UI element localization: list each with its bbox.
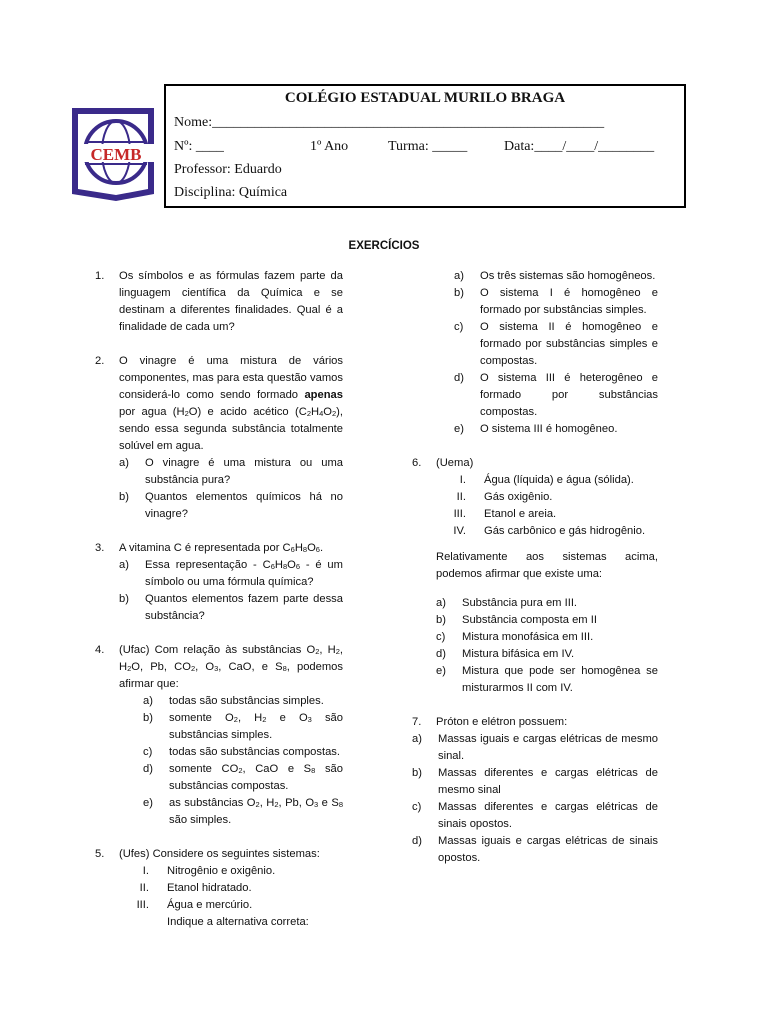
option-c: c) Mistura monofásica em III. <box>436 631 594 643</box>
ano-label: 1º Ano <box>310 139 349 154</box>
disciplina-label: Disciplina: Química <box>174 185 288 200</box>
question-text: Os símbolos e as fórmulas fazem parte da linguagem científica da Química e se destinam a diferentes finalidades. Qual é a finalidade de cada um? <box>119 270 343 333</box>
logo-text: CEMB <box>90 145 142 164</box>
question-text: Próton e elétron possuem: <box>436 716 568 728</box>
school-name: COLÉGIO ESTADUAL MURILO BRAGA <box>284 90 566 106</box>
option-a: a) Massas iguais e cargas elétricas de mesmo sinal. <box>412 733 658 762</box>
option-b: b) O sistema I é homogêneo e formado por substâncias simples. <box>454 287 658 316</box>
nome-field: Nome:________________________________________________________ <box>174 115 605 130</box>
system-item: III. Água e mercúrio. <box>136 899 253 911</box>
option-c: c) O sistema II é homogêneo e formado por substâncias simples e compostas. <box>454 321 658 367</box>
question-number: 4. <box>95 644 105 656</box>
option-d: d) Massas iguais e cargas elétricas de sinais opostos. <box>412 835 658 864</box>
system-item: II. Etanol hidratado. <box>139 882 252 894</box>
question-6 <box>412 455 658 697</box>
question-5-options <box>412 268 658 438</box>
question-7 <box>412 714 658 731</box>
question-number: 6. <box>412 457 422 469</box>
numero-field: Nº: ____ <box>174 139 224 154</box>
option-a: a) Essa representação - $C_6H_8O_6$ - é um símbolo ou uma fórmula química? <box>119 559 343 588</box>
option-e: e) Mistura que pode ser homogênea se misturarmos II com IV. <box>436 665 658 694</box>
question-text: A vitamina C é representada por $C_6H_8O_6$. <box>119 542 324 554</box>
header-box <box>164 84 686 208</box>
option-a: a) todas são substâncias simples. <box>143 695 324 707</box>
option-b: b) Quantos elementos químicos há no vinagre? <box>119 491 343 520</box>
option-b: b) Massas diferentes e cargas elétricas de mesmo sinal <box>412 767 658 796</box>
question-5 <box>95 846 343 931</box>
question-7-options <box>412 731 658 867</box>
question-1 <box>95 268 343 336</box>
instruction-text: Indique a alternativa correta: <box>167 916 309 928</box>
question-number: 3. <box>95 542 105 554</box>
school-logo <box>70 104 162 204</box>
option-d: d) somente $CO_2$, CaO e $S_8$ são substâncias compostas. <box>143 763 343 792</box>
question-2 <box>95 353 343 523</box>
system-item: II. Gás oxigênio. <box>456 491 553 503</box>
system-item: IV. Gás carbônico e gás hidrogênio. <box>453 525 646 537</box>
question-text: O vinagre é uma mistura de vários componentes, mas para esta questão vamos considerá-lo como sendo formado apenas por agua $(H_2O)$ e acido acético $(C_2H_4O_2)$, sendo essa segunda substância totalmente solúvel em agua. <box>119 355 343 452</box>
question-4 <box>95 642 343 829</box>
option-e: e) O sistema III é homogêneo. <box>454 423 618 435</box>
question-number: 5. <box>95 848 105 860</box>
option-c: c) todas são substâncias compostas. <box>143 746 341 758</box>
system-item: I. Nitrogênio e oxigênio. <box>142 865 276 877</box>
question-text: (Uema) <box>436 457 474 469</box>
exercises-title: EXERCÍCIOS <box>348 240 420 252</box>
data-field: Data:____/____/________ <box>504 139 655 154</box>
option-b: b) Quantos elementos fazem parte dessa substância? <box>119 593 343 622</box>
question-number: 1. <box>95 270 105 282</box>
option-d: d) O sistema III é heterogêneo e formado por substâncias compostas. <box>454 372 658 418</box>
question-text: (Ufes) Considere os seguintes sistemas: <box>119 848 320 860</box>
option-a: a) Substância pura em III. <box>436 597 578 609</box>
option-e: e) as substâncias $O_2$, $H_2$, Pb, $O_3$ e $S_8$ são simples. <box>143 797 343 826</box>
turma-field: Turma: _____ <box>388 139 468 154</box>
option-a: a) Os três sistemas são homogêneos. <box>454 270 656 282</box>
option-b: b) Substância composta em II <box>436 614 597 626</box>
professor-label: Professor: Eduardo <box>174 162 282 177</box>
question-number: 2. <box>95 355 105 367</box>
system-item: III. Etanol e areia. <box>453 508 557 520</box>
right-column <box>412 268 658 867</box>
question-stem: Relativamente aos sistemas acima, podemos afirmar que existe uma: <box>436 551 658 580</box>
question-number: 7. <box>412 716 422 728</box>
question-text: (Ufac) Com relação às substâncias $O_2$, $H_2$, $H_2O$, Pb, $CO_2$, $O_3$, CaO, e $S_8$, podemos afirmar que: <box>119 644 344 690</box>
left-column <box>95 268 343 931</box>
system-item: I. Água (líquida) e água (sólida). <box>459 474 634 486</box>
question-3 <box>95 540 343 625</box>
option-d: d) Mistura bifásica em IV. <box>436 648 575 660</box>
option-a: a) O vinagre é uma mistura ou uma substância pura? <box>119 457 343 486</box>
option-c: c) Massas diferentes e cargas elétricas de sinais opostos. <box>412 801 658 830</box>
option-b: b) somente $O_2$, $H_2$ e $O_3$ são substâncias simples. <box>143 712 343 741</box>
